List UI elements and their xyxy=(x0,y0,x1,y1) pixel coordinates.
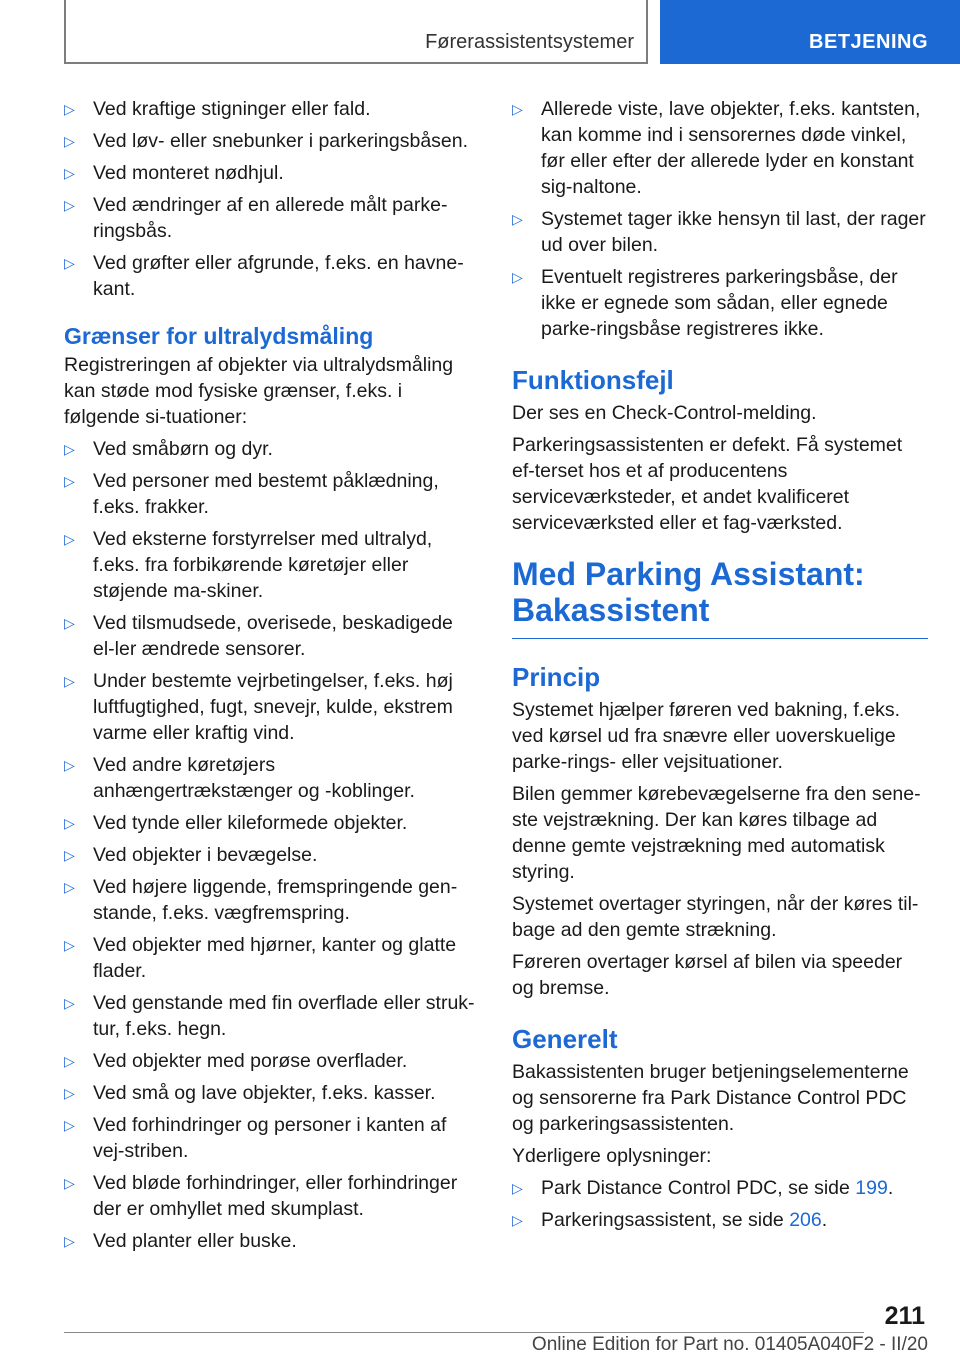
list-item xyxy=(64,1112,478,1164)
triangle-bullet-icon: ▷ xyxy=(64,995,75,1011)
triangle-bullet-icon: ▷ xyxy=(64,473,75,489)
list-item-text: Ved tilsmudsede, overisede, beskadigede el-ler ændrede sensorer. xyxy=(93,612,453,660)
triangle-bullet-icon: ▷ xyxy=(512,269,523,285)
list-item xyxy=(64,96,478,122)
list-item xyxy=(64,250,478,302)
triangle-bullet-icon: ▷ xyxy=(64,441,75,457)
list-item-text: Allerede viste, lave objekter, f.eks. kantsten, kan komme ind i sensorernes døde vinkel, før eller efter der allerede lyder en konstant sig-naltone. xyxy=(541,98,921,198)
list-item-text: Ved genstande med fin overflade eller struk-tur, f.eks. hegn. xyxy=(93,992,475,1040)
page-link-199[interactable]: 199 xyxy=(855,1177,888,1199)
triangle-bullet-icon: ▷ xyxy=(64,937,75,953)
triangle-bullet-icon: ▷ xyxy=(64,255,75,271)
list-item-text: Ved kraftige stigninger eller fald. xyxy=(93,98,371,120)
chapter-title: BETJENING xyxy=(809,31,928,53)
list-item-text: Ved planter eller buske. xyxy=(93,1230,297,1252)
list-item-text: Under bestemte vejrbetingelser, f.eks. høj luftfugtighed, fugt, snevejr, kulde, ekstrem varme eller kraftig vind. xyxy=(93,670,453,744)
list-item-text: Ved bløde forhindringer, eller forhindringer der er omhyllet med skumplast. xyxy=(93,1172,458,1220)
list-item-text: Ved andre køretøjers anhængertrækstænger og -koblinger. xyxy=(93,754,415,802)
list-item xyxy=(64,1080,478,1106)
list-item xyxy=(64,468,478,520)
list-item-text: Ved ændringer af en allerede målt parke-ringsbås. xyxy=(93,194,448,242)
list-item-text: Ved objekter i bevægelse. xyxy=(93,844,318,866)
list-item xyxy=(64,128,478,154)
list-item xyxy=(64,842,478,868)
page-link-206[interactable]: 206 xyxy=(789,1209,822,1231)
list-item-text: Ved små og lave objekter, f.eks. kasser. xyxy=(93,1082,436,1104)
heading-general: Generelt xyxy=(512,1024,618,1054)
triangle-bullet-icon: ▷ xyxy=(64,1175,75,1191)
triangle-bullet-icon: ▷ xyxy=(64,133,75,149)
triangle-bullet-icon: ▷ xyxy=(64,879,75,895)
triangle-bullet-icon: ▷ xyxy=(512,1212,523,1228)
list-item xyxy=(64,1228,478,1254)
list-item xyxy=(64,874,478,926)
list-item xyxy=(512,264,928,342)
list-item-text: Ved personer med bestemt påklædning, f.eks. frakker. xyxy=(93,470,439,518)
triangle-bullet-icon: ▷ xyxy=(512,101,523,117)
list-item-text: Ved småbørn og dyr. xyxy=(93,438,273,460)
list-item xyxy=(512,1207,928,1233)
list-item xyxy=(64,192,478,244)
left-column xyxy=(64,96,478,1260)
footer-edition: Online Edition for Part no. 01405A040F2 - II/20 xyxy=(531,1334,928,1355)
triangle-bullet-icon: ▷ xyxy=(64,1053,75,1069)
triangle-bullet-icon: ▷ xyxy=(64,1117,75,1133)
footer-divider xyxy=(64,1332,864,1333)
paragraph: Systemet hjælper føreren ved bakning, f.eks. ved kørsel ud fra snævre eller uoverskuelige parke-rings- eller vejsituationer. xyxy=(512,699,901,773)
triangle-bullet-icon: ▷ xyxy=(64,165,75,181)
header-section-title xyxy=(64,0,648,64)
triangle-bullet-icon: ▷ xyxy=(64,757,75,773)
ref-text: Parkeringsassistent, se side xyxy=(541,1209,790,1231)
section-title: Førerassistentsystemer xyxy=(425,31,634,53)
list-item xyxy=(64,1048,478,1074)
list-item-text: Ved objekter med porøse overflader. xyxy=(93,1050,408,1072)
list-item-text: Ved objekter med hjørner, kanter og glatte flader. xyxy=(93,934,457,982)
paragraph: Bakassistenten bruger betjeningselementerne og sensorerne fra Park Distance Control PDC og parkeringsassistenten. xyxy=(512,1061,909,1135)
triangle-bullet-icon: ▷ xyxy=(64,673,75,689)
list-item xyxy=(64,436,478,462)
paragraph: Yderligere oplysninger: xyxy=(512,1145,712,1167)
triangle-bullet-icon: ▷ xyxy=(64,531,75,547)
ref-end: . xyxy=(887,1177,894,1199)
list-item xyxy=(64,668,478,746)
list-item xyxy=(64,990,478,1042)
triangle-bullet-icon: ▷ xyxy=(64,847,75,863)
triangle-bullet-icon: ▷ xyxy=(64,197,75,213)
list-item xyxy=(64,160,478,186)
ref-end: . xyxy=(821,1209,828,1231)
triangle-bullet-icon: ▷ xyxy=(64,815,75,831)
header-chapter-tab xyxy=(660,0,960,64)
list-item xyxy=(64,1170,478,1222)
list-item-text: Ved forhindringer og personer i kanten af vej-striben. xyxy=(93,1114,447,1162)
list-item-text: Ved eksterne forstyrrelser med ultralyd, f.eks. fra forbikørende køretøjer eller støjende ma-skiner. xyxy=(93,528,433,602)
paragraph: Der ses en Check-Control-melding. xyxy=(512,402,817,424)
list-item-text: Ved grøfter eller afgrunde, f.eks. en havne-kant. xyxy=(93,252,464,300)
list-item xyxy=(512,96,928,200)
list-item xyxy=(64,810,478,836)
triangle-bullet-icon: ▷ xyxy=(512,1180,523,1196)
list-item-text: Ved løv- eller snebunker i parkeringsbåsen. xyxy=(93,130,469,152)
list-item-text: Ved tynde eller kileformede objekter. xyxy=(93,812,408,834)
triangle-bullet-icon: ▷ xyxy=(64,615,75,631)
list-item xyxy=(64,752,478,804)
right-column xyxy=(512,96,928,1239)
list-item-text: Ved monteret nødhjul. xyxy=(93,162,284,184)
list-item xyxy=(512,1175,928,1201)
triangle-bullet-icon: ▷ xyxy=(64,1233,75,1249)
list-item xyxy=(512,206,928,258)
triangle-bullet-icon: ▷ xyxy=(64,101,75,117)
list-item-text: Systemet tager ikke hensyn til last, der rager ud over bilen. xyxy=(541,208,926,256)
list-item-text: Ved højere liggende, fremspringende gen-stande, f.eks. vægfremspring. xyxy=(93,876,458,924)
list-item-text: Eventuelt registreres parkeringsbåse, der ikke er egnede som sådan, eller egnede parke-ringsbåse registreres ikke. xyxy=(541,266,898,340)
ref-text: Park Distance Control PDC, se side xyxy=(541,1177,856,1199)
section-title-bakassistent: Med Parking Assistant: Bakassistent xyxy=(512,556,928,639)
list-item xyxy=(64,526,478,604)
paragraph: Parkeringsassistenten er defekt. Få systemet ef-terset hos et af producentens serviceværksteder, et andet kvalificeret serviceværksted eller et fag-værksted. xyxy=(512,434,903,534)
paragraph: Bilen gemmer kørebevægelserne fra den sene-ste vejstrækning. Der kan køres tilbage ad denne gemte vejstrækning med automatisk styring. xyxy=(512,783,921,883)
heading-principle: Princip xyxy=(512,662,601,692)
page-number: 211 xyxy=(884,1302,925,1330)
list-item xyxy=(64,932,478,984)
paragraph: Systemet overtager styringen, når der køres til-bage ad den gemte strækning. xyxy=(512,893,919,941)
heading-malfunction: Funktionsfejl xyxy=(512,365,674,395)
paragraph: Registreringen af objekter via ultralydsmåling kan støde mod fysiske grænser, f.eks. i følgende si-tuationer: xyxy=(64,354,454,428)
triangle-bullet-icon: ▷ xyxy=(512,211,523,227)
paragraph: Føreren overtager kørsel af bilen via speeder og bremse. xyxy=(512,951,903,999)
heading-ultrasound-limits: Grænser for ultralydsmåling xyxy=(64,323,374,349)
triangle-bullet-icon: ▷ xyxy=(64,1085,75,1101)
list-item xyxy=(64,610,478,662)
